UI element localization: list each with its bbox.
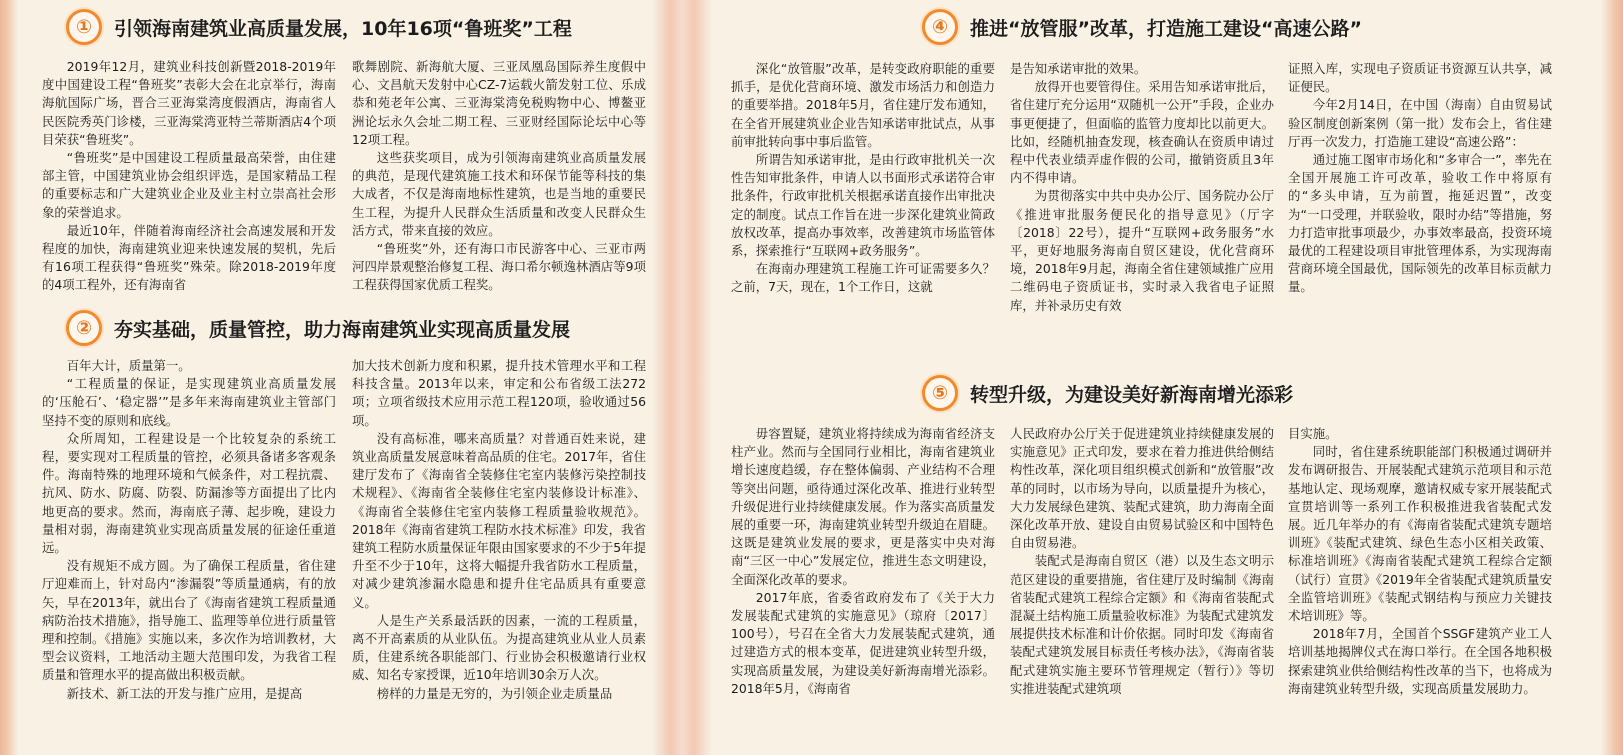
left-edge	[0, 0, 18, 755]
paragraph: 歌舞剧院、新海航大厦、三亚凤凰岛国际养生度假中心、文昌航天发射中心CZ-7运载火箭发射工位、乐成恭和苑老年公寓、三亚海棠湾免税购物中心、博鳌亚洲论坛永久会址二期工程、三亚财经国际论坛中心等12项工程。	[352, 59, 646, 147]
paragraph: 没有高标准，哪来高质量？对普通百姓来说，建筑业高质量发展意味着高品质的住宅。2017年，省住建厅发布了《海南省全装修住宅室内装修污染控制技术规程》、《海南省全装修住宅室内装修设计标准》、《海南省全装修住宅室内装修工程质量验收规范》。2018年《海南省建筑工程防水技术标准》印发，我省建筑工程防水质量保证年限由国家要求的不少于5年提升至不少于10年，这将大幅提升我省防水工程质量，对减少建筑渗漏水隐患和提升住宅品质具有重要意义。	[352, 430, 646, 610]
section-2-column-1	[42, 357, 336, 753]
section-4-column-1	[731, 60, 995, 350]
paragraph: 今年2月14日，在中国（海南）自由贸易试验区制度创新案例（第一批）发布会上，省住建厅再一次发力，打造施工建设“高速公路”：	[1288, 97, 1552, 149]
paragraph: 人民政府办公厅关于促进建筑业持续健康发展的实施意见》正式印发，要求在着力推进供给侧结构性改革，深化项目组织模式创新和“放管服”改革的同时，以市场为导向，以质量提升为核心，大力发展绿色建筑、装配式建筑，助力海南全面深化改革开放、建设自由贸易试验区和中国特色自由贸易港。	[1010, 426, 1274, 551]
paragraph: 这些获奖项目，成为引领海南建筑业高质量发展的典范，是现代建筑施工技术和环保节能等科技的集大成者，不仅是海南地标性建筑，也是当地的重要民生工程，为提升人民群众生活质量和改变人民群众生活方式，带来直接的效应。	[352, 150, 646, 238]
section-title: 夯实基础，质量管控，助力海南建筑业实现高质量发展	[114, 318, 571, 341]
section-1-column-2	[352, 58, 646, 300]
paragraph: 2018年7月，全国首个SSGF建筑产业工人培训基地揭牌仪式在海口举行。在全国各地积极探索建筑业供给侧结构性改革的当下，也将成为海南建筑业转型升级，实现高质量发展助力。	[1288, 626, 1552, 696]
section-1-heading	[66, 9, 572, 45]
right-edge	[1601, 0, 1623, 755]
paragraph: 是告知承诺审批的效果。	[1010, 61, 1147, 76]
section-1-column-1	[42, 58, 336, 300]
paragraph: 众所周知，工程建设是一个比较复杂的系统工程，要实现对工程质量的管控，必须具备诸多客观条件。海南特殊的地理环境和气候条件，对工程抗震、抗风、防水、防腐、防裂、防漏渗等方面提出了比内地更高的要求。然而，海南底子薄、起步晚，建设力量相对弱，海南建筑业实现高质量发展的征途任重道远。	[42, 430, 336, 556]
paragraph: 目实施。	[1288, 426, 1338, 441]
section-4-column-2	[1010, 60, 1274, 350]
section-4-column-3	[1288, 60, 1552, 350]
section-5-heading	[922, 375, 1293, 411]
section-2-heading	[66, 310, 570, 346]
paragraph: “工程质量的保证，是实现建筑业高质量发展的‘压舱石’、‘稳定器’”是多年来海南建筑业主管部门坚持不变的原则和底线。	[42, 376, 336, 428]
paragraph: 所谓告知承诺审批，是由行政审批机关一次性告知审批条件，申请人以书面形式承诺符合审批条件，行政审批机关根据承诺直接作出审批决定的制度。试点工作旨在进一步深化建筑业简政放权改革，提高办事效率，改善建筑市场监管体系，探索推行“互联网+政务服务”。	[731, 152, 995, 259]
paragraph: 在海南办理建筑工程施工许可证需要多久？之前，7天，现在，1个工作日，这就	[731, 261, 995, 295]
paragraph: 新技术、新工法的开发与推广应用，是提高	[66, 685, 303, 701]
section-5-column-2	[1010, 425, 1274, 753]
section-number-badge: ②	[66, 310, 102, 346]
section-title: 转型升级，为建设美好新海南增光添彩	[970, 383, 1294, 406]
section-5-column-3	[1288, 425, 1552, 753]
paragraph: 2019年12月，建筑业科技创新暨2018-2019年度中国建设工程“鲁班奖”表彰大会在北京举行，海南海航国际广场，晋合三亚海棠湾度假酒店，海南省人民医院秀英门诊楼，三亚海棠湾亚特兰蒂斯酒店4个项目荣获“鲁班奖”。	[42, 59, 336, 147]
paragraph: 没有规矩不成方圆。为了确保工程质量，省住建厅迎难而上，针对岛内“渗漏裂”等质量通病，有的放矢，早在2013年，就出台了《海南省建筑工程质量通病防治技术措施》，指导施工、监理等单位进行质量管理和控制。《措施》实施以来，多次作为培训教材，大型会议资料，工地活动主题大范围印发，为我省工程质量和管理水平的提高做出积极贡献。	[42, 558, 336, 683]
paragraph: 最近10年，伴随着海南经济社会高速发展和开发程度的加快，海南建筑业迎来快速发展的契机，先后有16项工程获得“鲁班奖”殊荣。除2018-2019年度的4项工程外，还有海南省	[42, 222, 336, 293]
paragraph: 证照入库，实现电子资质证书资源互认共享，减证便民。	[1288, 61, 1552, 95]
paragraph: 人是生产关系最活跃的因素，一流的工程质量，离不开高素质的从业队伍。为提高建筑业从业人员素质，住建系统各职能部门、行业协会积极邀请行业权威、知名专家授课，近10年培训30余万人次。	[352, 612, 646, 683]
paragraph: 毋容置疑，建筑业将持续成为海南省经济支柱产业。然而与全国同行业相比，海南省建筑业增长速度趋缓，存在整体偏弱、产业结构不合理等突出问题，亟待通过深化改革、推进行业转型升级促进行业持续健康发展。作为落实高质量发展的重要一环，海南建筑业转型升级迫在眉睫。这既是建筑业发展的要求，更是落实中央对海南“三区一中心”发展定位，推进生态文明建设，全面深化改革的要求。	[731, 426, 995, 587]
paragraph: 装配式是海南自贸区（港）以及生态文明示范区建设的重要措施，省住建厅及时编制《海南省装配式建筑工程综合定额》和《海南省装配式混凝土结构施工质量验收标准》为装配式建筑发展提供技术标准和计价依据。同时印发《海南省装配式建筑发展目标责任考核办法》，《海南省装配式建筑实施主要环节管理规定（暂行）》等切实推进装配式建筑项	[1010, 553, 1274, 696]
section-number-badge: ⑤	[922, 375, 958, 411]
paragraph: 榜样的力量是无穷的，为引领企业走质量品	[376, 685, 613, 701]
paragraph: 放得开也要管得住。采用告知承诺审批后，省住建厅充分运用“双随机一公开”手段，企业办事更便捷了，但面临的监管力度却比以前更大。比如，经随机抽查发现，核查确认在资质申请过程中代表业绩弄虚作假的公司，撤销资质且3年内不得申请。	[1010, 79, 1274, 186]
paragraph: 深化“放管服”改革，是转变政府职能的重要抓手，是优化营商环境、激发市场活力和创造力的重要举措。2018年5月，省住建厅发布通知，在全省开展建筑业企业告知承诺审批试点，从事前审批转向事中事后监管。	[731, 61, 995, 149]
paragraph: “鲁班奖”是中国建设工程质量最高荣誉，由住建部主管，中国建筑业协会组织评选，是国家精品工程的重要标志和广大建筑业企业及业主村立崇高社会形象的荣誉追求。	[42, 150, 336, 220]
section-number-badge: ①	[66, 9, 102, 45]
section-title: 推进“放管服”改革，打造施工建设“高速公路”	[970, 17, 1362, 40]
paragraph: 加大技术创新力度和积累，提升技术管理水平和工程科技含量。2013年以来，审定和公布省级工法272项；立项省级技术应用示范工程120项，验收通过56项。	[352, 358, 646, 428]
paragraph: 百年大计，质量第一。	[66, 358, 191, 373]
page-fold	[652, 0, 712, 755]
section-5-column-1	[731, 425, 995, 753]
paragraph: 通过施工图审市场化和“多审合一”，率先在全国开展施工许可改革，验收工作中将原有的“多头申请，互为前置，拖延迟置”，改变为“一口受理，并联验收，限时办结”等措施，努力打造审批事项最少，办事效率最高，投资环境最优的工程建设项目审批管理体系，为实现海南营商环境全国最优，国际领先的改革目标贡献力量。	[1288, 152, 1552, 295]
paragraph: “鲁班奖”外，还有海口市民游客中心、三亚市两河四岸景观整治修复工程、海口希尔顿逸林酒店等9项工程获得国家优质工程奖。	[352, 241, 646, 293]
paragraph: 同时，省住建系统职能部门积极通过调研并发布调研报告、开展装配式建筑示范项目和示范基地认定、现场观摩，邀请权威专家开展装配式宣贯培训等一系列工作积极推进我省装配式发展。近几年举办的有《海南省装配式建筑专题培训班》《装配式建筑、绿色生态小区相关政策、标准培训班》《海南省装配式建筑工程综合定额（试行）宣贯》《2019年全省装配式建筑质量安全监管培训班》《装配式钢结构与预应力关键技术培训班》等。	[1288, 444, 1552, 624]
paragraph: 2017年底，省委省政府发布了《关于大力发展装配式建筑的实施意见》（琼府〔2017〕100号），号召在全省大力发展装配式建筑，通过建造方式的根本变革，促进建筑业转型升级，实现高质量发展，为建设美好新海南增光添彩。2018年5月，《海南省	[731, 589, 995, 696]
section-2-column-2	[352, 357, 646, 753]
section-4-heading	[922, 9, 1362, 45]
paragraph: 为贯彻落实中共中央办公厅、国务院办公厅《推进审批服务便民化的指导意见》（厅字〔2018〕22号），提升“互联网+政务服务”水平，更好地服务海南自贸区建设，优化营商环境，2018年9月起，海南全省住建领域推广应用二维码电子资质证书，实时录入我省电子证照库，并补录历史有效	[1010, 188, 1274, 313]
section-title: 引领海南建筑业高质量发展，10年16项“鲁班奖”工程	[114, 17, 572, 40]
section-number-badge: ④	[922, 9, 958, 45]
